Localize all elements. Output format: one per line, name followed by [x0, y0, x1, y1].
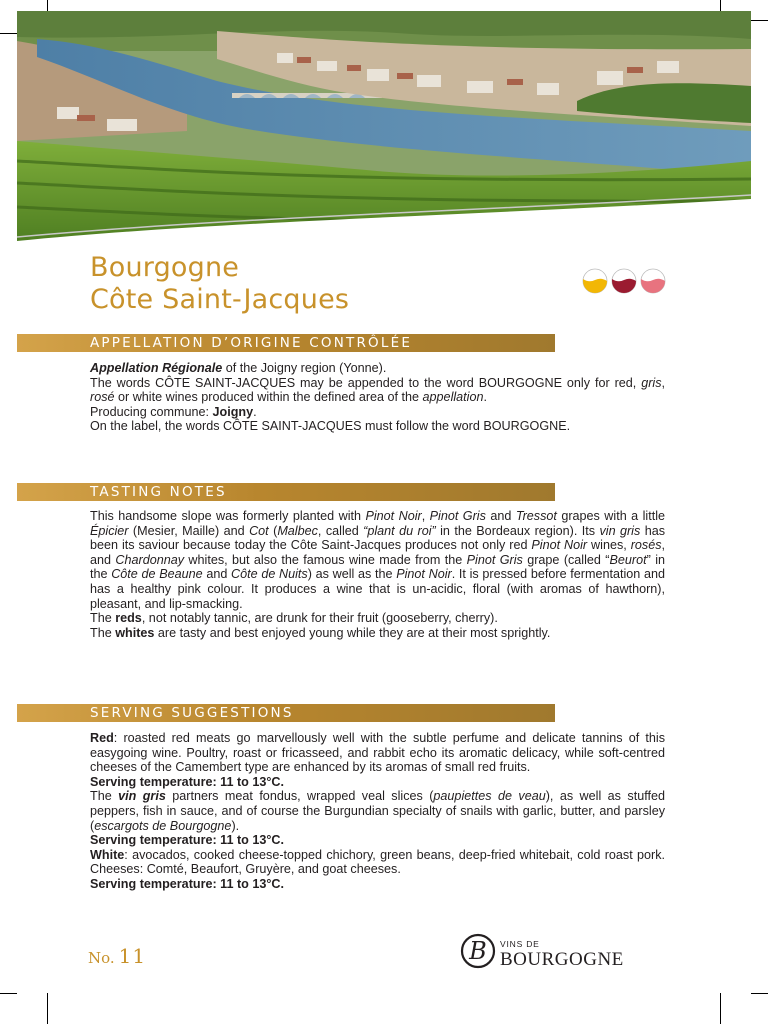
- page-number: [88, 944, 146, 968]
- rose-wine-glass-icon: [641, 269, 665, 293]
- page-number-label: No.: [88, 949, 115, 967]
- title-line-2: Côte Saint-Jacques: [90, 284, 350, 315]
- svg-text:BOURGOGNE: BOURGOGNE: [500, 949, 624, 970]
- vins-de-bourgogne-logo: [460, 932, 670, 970]
- crop-mark: [720, 993, 721, 1024]
- page-number-value: 11: [118, 944, 147, 968]
- crop-mark: [47, 993, 48, 1024]
- title-line-1: Bourgogne: [90, 252, 240, 283]
- crop-mark: [0, 33, 17, 34]
- hero-landscape-photo: [17, 11, 751, 241]
- crop-mark: [751, 20, 768, 21]
- svg-text:B: B: [469, 937, 487, 965]
- section-heading-tasting-notes: TASTING NOTES: [17, 483, 555, 501]
- section-heading-serving-suggestions: SERVING SUGGESTIONS: [17, 704, 555, 722]
- page-title: [90, 252, 349, 316]
- section-heading-appellation: APPELLATION D’ORIGINE CONTRÔLÉE: [17, 334, 555, 352]
- serving-suggestions-text: Red: roasted red meats go marvellously well with the subtle perfume and delicate tannins of this easygoing wine. Poultry, roast or fricasseed, and rabbit echo its aromatic delicacy, while soft-centred cheeses of the Camembert type are enhanced by its aromas of small red fruits. Serving temperature: 11 to 13°C. The vin gris partners meat fondus, wrapped veal slices (paupiettes de veau), as well as stuffed peppers, fish in sauce, and of course the Burgundian specialty of snails with garlic, butter, and parsley (escargots de Bourgogne). Serving temperature: 11 to 13°C. White: avocados, cooked cheese-topped chichory, green beans, deep-fried whitebait, cold roast pork. Cheeses: Comté, Beaufort, Gruyère, and goat cheeses. Serving temperature: 11 to 13°C.: [90, 731, 665, 891]
- crop-mark: [751, 993, 768, 994]
- svg-text:VINS DE: VINS DE: [500, 939, 540, 949]
- wine-colors-icon: [581, 268, 669, 294]
- crop-mark: [0, 993, 17, 994]
- red-wine-glass-icon: [612, 269, 636, 293]
- tasting-notes-text: This handsome slope was formerly planted with Pinot Noir, Pinot Gris and Tressot grapes with a little Épicier (Mesier, Maille) and Cot (Malbec, called “plant du roi” in the Bordeaux region). Its vin gris has been its saviour because today the Côte Saint-Jacques produces not only red Pinot Noir wines, rosés, and Chardonnay whites, but also the famous wine made from the Pinot Gris grape (called “Beurot” in the Côte de Beaune and Côte de Nuits) as well as the Pinot Noir. It is pressed before fermentation and has a healthy pink colour. It produces a wine that is un-acidic, floral (with aromas of hawthorn), pleasant, and lip-smacking. The reds, not notably tannic, are drunk for their fruit (gooseberry, cherry). The whites are tasty and best enjoyed young while they are at their most sprightly.: [90, 509, 666, 640]
- appellation-text: Appellation Régionale of the Joigny region (Yonne). The words CÔTE SAINT-JACQUES may be appended to the word BOURGOGNE only for red, gris, rosé or white wines produced within the defined area of the appellation. Producing commune: Joigny. On the label, the words CÔTE SAINT-JACQUES must follow the word BOURGOGNE.: [90, 361, 665, 434]
- white-wine-glass-icon: [583, 269, 607, 293]
